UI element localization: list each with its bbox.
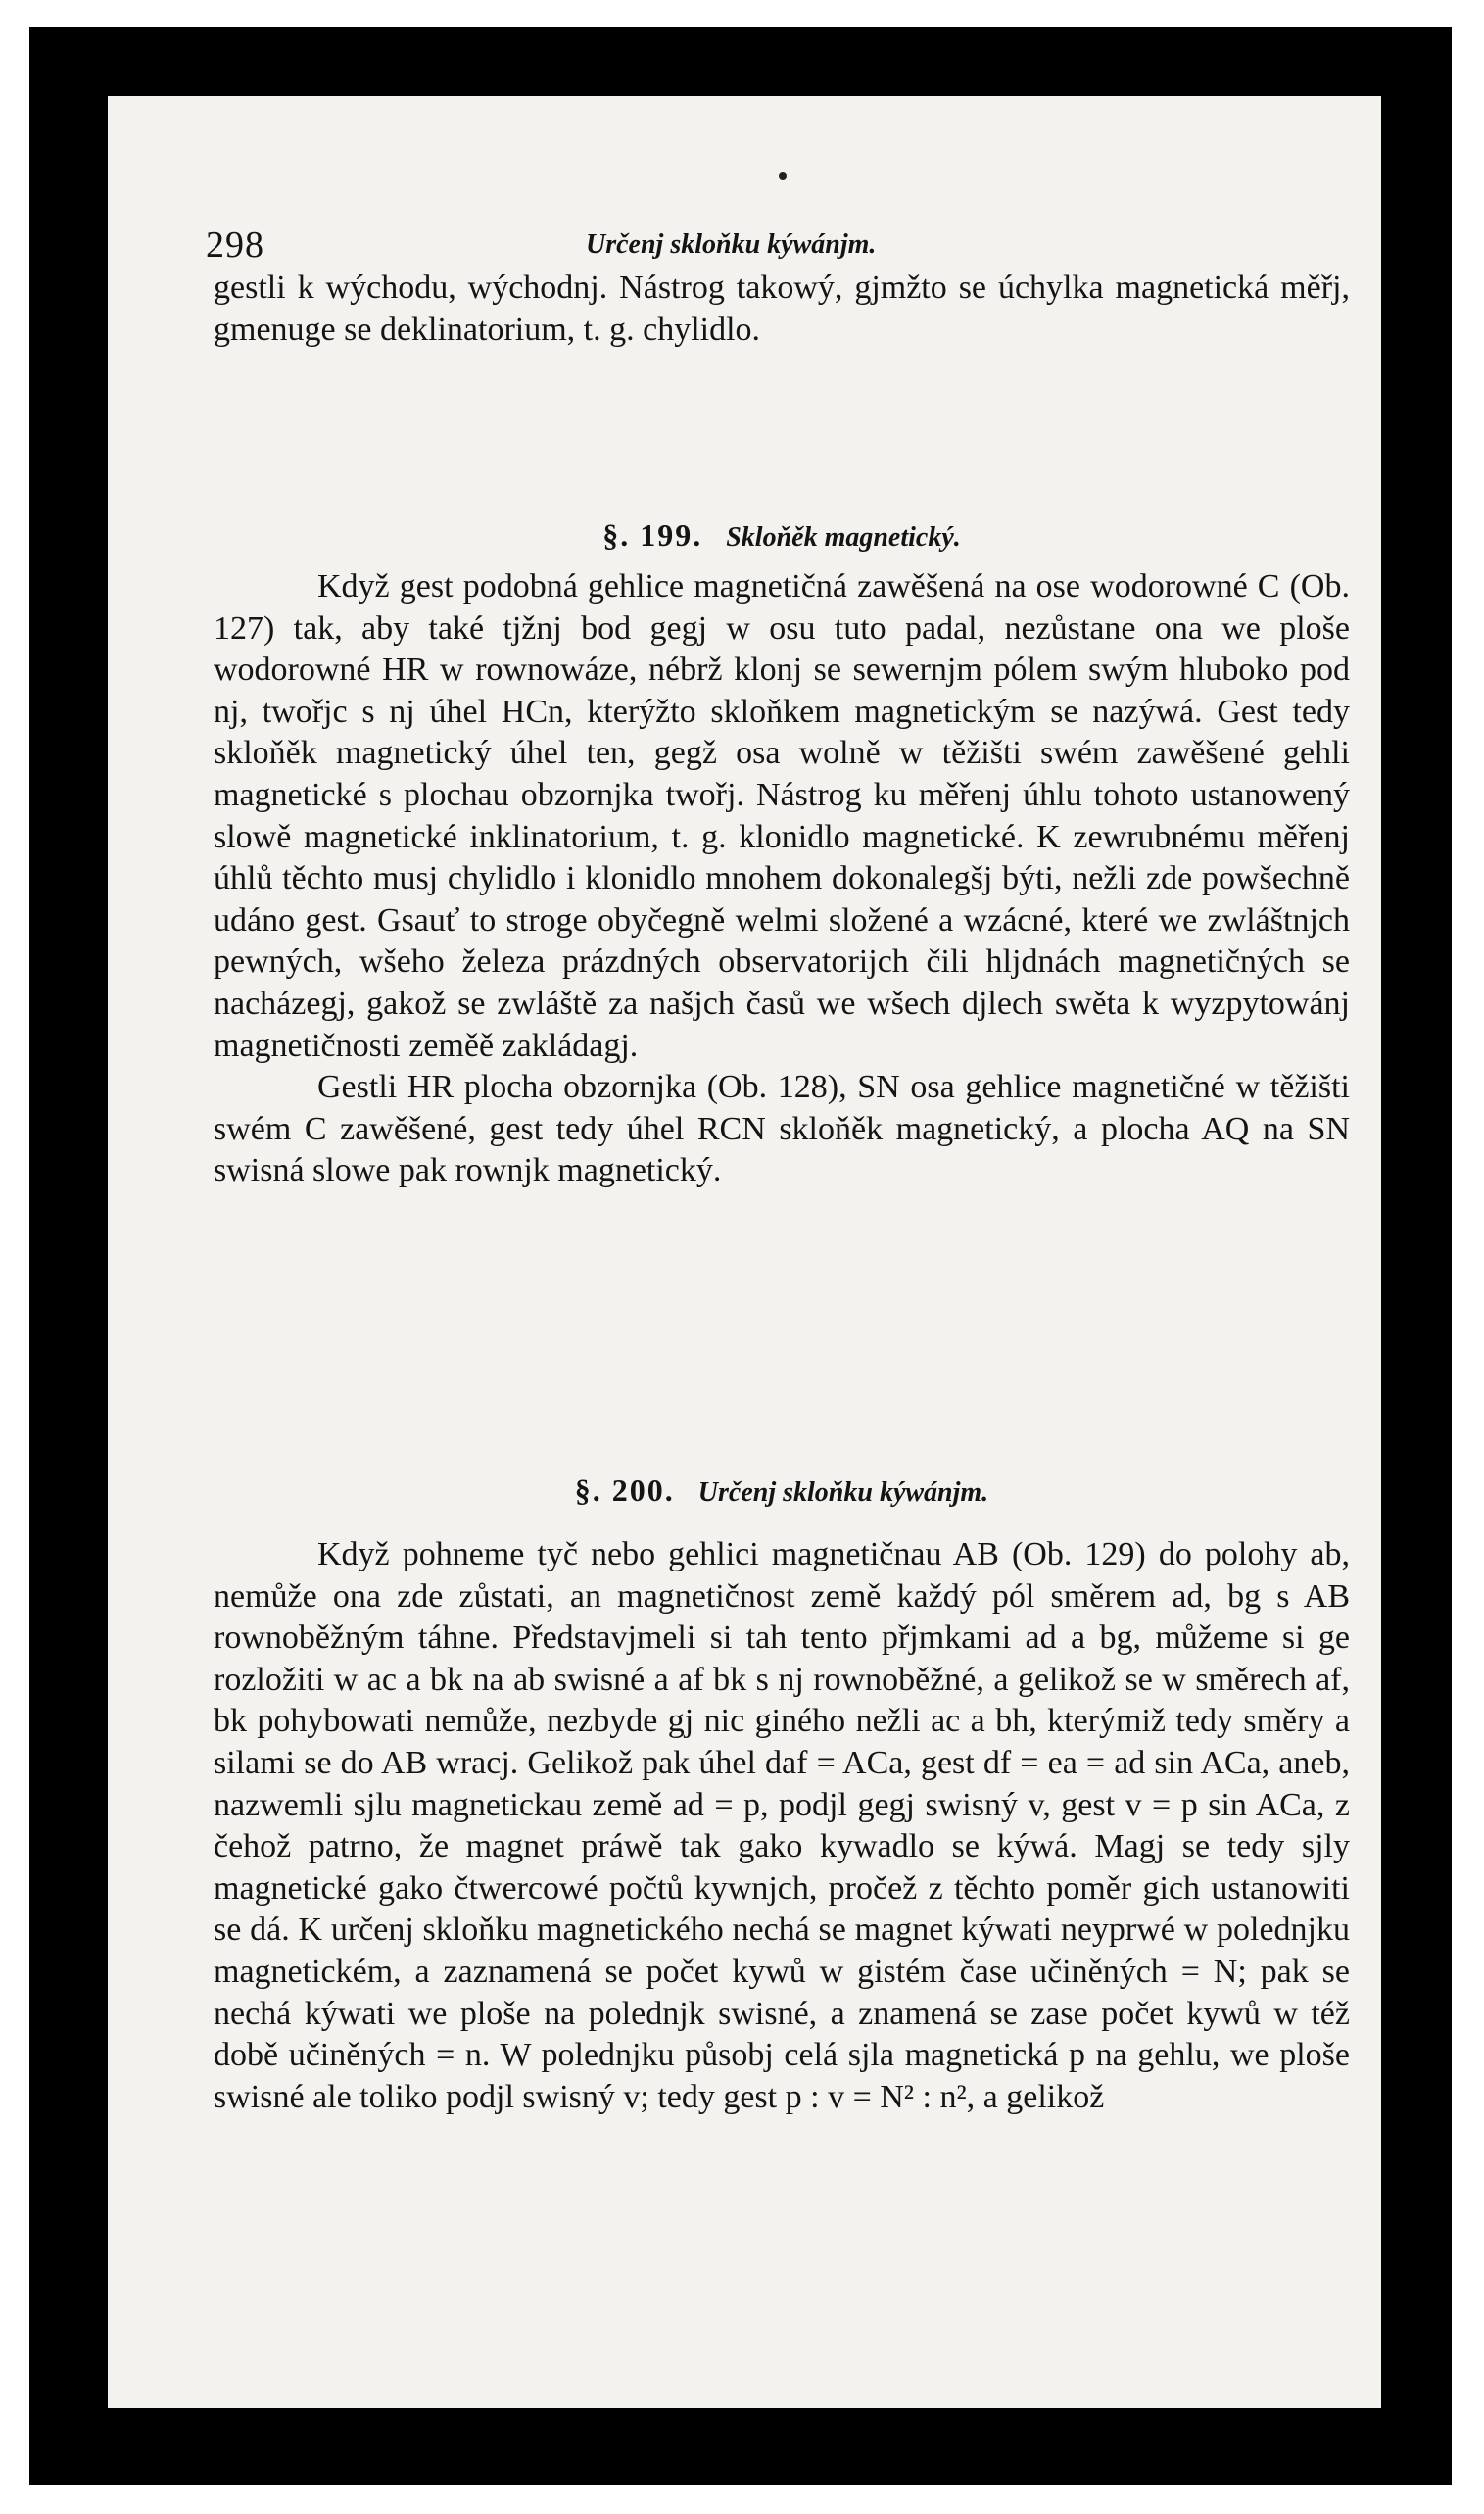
paper-sheet: [108, 96, 1381, 2408]
section-199-heading: [214, 517, 1350, 554]
section-200-body: [214, 1534, 1350, 2118]
section-199-body: [214, 566, 1350, 1192]
page-header: [206, 223, 1352, 266]
intro-paragraph: gestli k wýchodu, wýchodnj. Nástrog takowý, gjmžto se úchylka magnetická měřj, gmenuge se deklinatorium, t. g. chylidlo.: [214, 269, 1350, 348]
section-199-paragraph-2: Gestli HR plocha obzornjka (Ob. 128), SN osa gehlice magnetičné w těžišti swém C zawěšené, gest tedy úhel RCN skloňěk magnetický, a plocha AQ na SN swisná slowe pak rownjk magnetický.: [214, 1069, 1350, 1189]
section-200-title: Určenj skloňku kýwánjm.: [697, 1477, 989, 1508]
intro-text: [214, 267, 1350, 351]
section-199-number: §. 199.: [602, 517, 703, 553]
ink-dot: [779, 172, 787, 180]
section-199-title: Skloňěk magnetický.: [726, 522, 961, 553]
page-number: 298: [206, 224, 264, 266]
section-200-heading: [214, 1473, 1350, 1509]
section-200-paragraph-1: Když pohneme tyč nebo gehlici magnetičnau AB (Ob. 129) do polohy ab, nemůže ona zde zůstati, an magnetičnost země každý pól směrem ad, bg s AB rownoběžným táhne. Představjmeli si tah tento přjmkami ad a bg, můžeme si ge rozložiti w ac a bk na ab swisné a af bk s nj rownoběžné, a gelikož se w směrech af, bk pohybowati nemůže, nezbyde gj nic giného nežli ac a bh, kterýmiž tedy směry a silami se do AB wracj. Gelikož pak úhel daf = ACa, gest df = ea = ad sin ACa, aneb, nazwemli sjlu magnetickau země ad = p, podjl gegj swisný v, gest v = p sin ACa, z čehož patrno, že magnet práwě tak gako kywadlo se kýwá. Magj se tedy sjly magnetické gako čtwercowé počtů kywnjch, pročež z těchto poměr gich ustanowiti se dá. K určenj skloňku magnetického nechá se magnet kýwati neyprwé w polednjku magnetickém, a zaznamená se počet kywů w gistém čase učiněných = N; pak se nechá kýwati we ploše na polednjk swisné, a znamená se zase počet kywů w též době učiněných = n. W polednjku působj celá sjla magnetická p na gehlu, we ploše swisné ale toliko podjl swisný v; tedy gest p : v = N² : n², a gelikož: [214, 1536, 1350, 2115]
scanned-page: [29, 27, 1452, 2485]
section-200-number: §. 200.: [574, 1473, 675, 1508]
section-199-paragraph-1: Když gest podobná gehlice magnetičná zawěšená na ose wodorowné C (Ob. 127) tak, aby také tjžnj bod gegj w osu tuto padal, nezůstane ona we ploše wodorowné HR w rownowáze, nébrž klonj se sewernjm pólem swým hluboko pod nj, twořjc s nj úhel HCn, kterýžto skloňkem magnetickým se nazýwá. Gest tedy skloňěk magnetický úhel ten, gegž osa wolně w těžišti swém zawěšené gehli magnetické s plochau obzornjka twořj. Nástrog ku měřenj úhlu tohoto ustanowený slowě magnetické inklinatorium, t. g. klonidlo magnetické. K zewrubnému měřenj úhlů těchto musj chylidlo i klonidlo mnohem dokonalegšj býti, nežli zde powšechně udáno gest. Gsauť to stroge obyčegně welmi složené a wzácné, které we zwláštnjch pewných, wšeho železa prázdných observatorijch čili hljdnách magnetičných se nacházegj, gakož se zwláště za našjch časů we wšech djlech swěta k wyzpytowánj magnetičnosti zeměě zakládagj.: [214, 568, 1350, 1064]
running-title: Určenj skloňku kýwánjm.: [586, 229, 877, 260]
